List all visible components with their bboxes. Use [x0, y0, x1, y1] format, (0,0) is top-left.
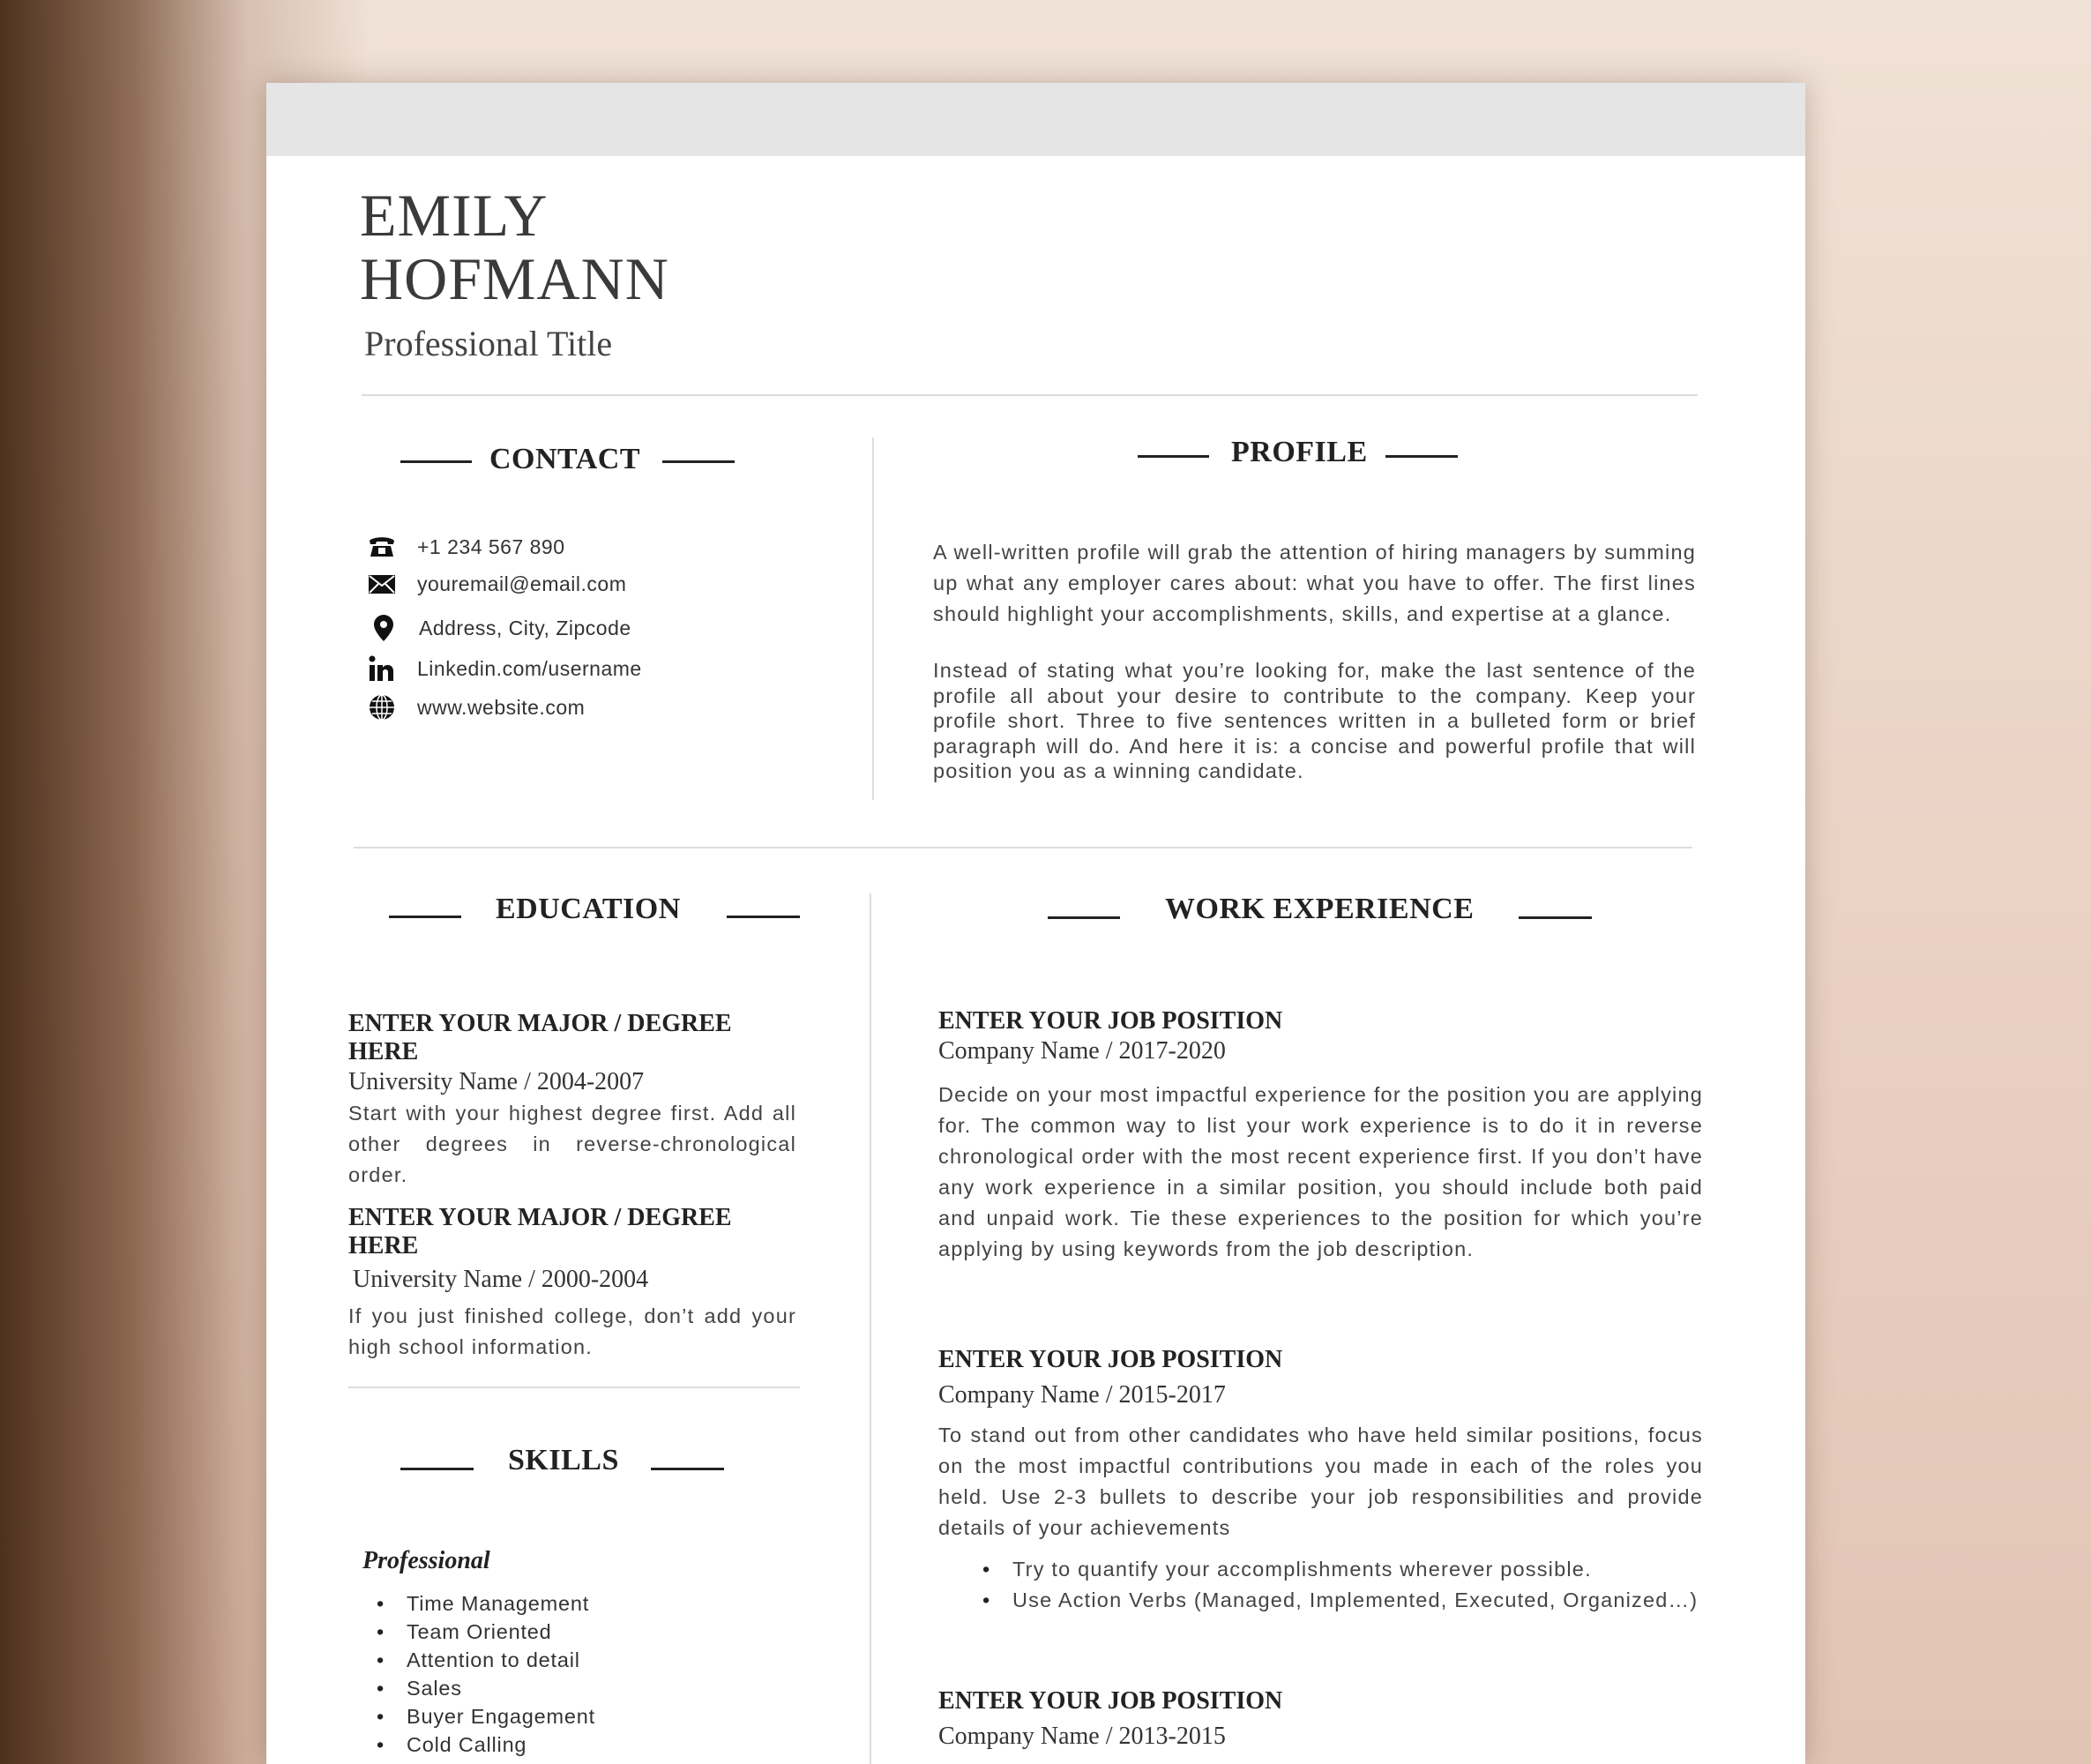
- skills-heading: SKILLS: [508, 1444, 619, 1476]
- skills-list: [407, 1589, 595, 1759]
- profile-heading: PROFILE: [1231, 436, 1368, 468]
- candidate-name: [360, 183, 669, 310]
- job-description: Decide on your most impactful experience for the position you are applying for. The common way to list your work experience is to do it in reverse chronological order with the most recent experience first. If you don’t have any work experience in a similar position, you should include both paid and unpaid work. Tie these experiences to the position for which you’re applying by using keywords from the job description.: [938, 1083, 1703, 1260]
- first-name: EMILY: [360, 182, 549, 249]
- job-bullet: • Use Action Verbs (Managed, Implemented, Executed, Organized…): [1012, 1585, 1703, 1616]
- last-name: HOFMANN: [360, 245, 669, 312]
- skill-item: • Time Management: [407, 1589, 595, 1618]
- envelope-icon: [368, 570, 396, 598]
- heading-rule: [651, 1468, 724, 1470]
- heading-rule: [727, 916, 800, 918]
- job-entry: [938, 1687, 1703, 1751]
- phone-text: +1 234 567 890: [417, 534, 565, 558]
- work-heading: WORK EXPERIENCE: [1165, 893, 1475, 925]
- divider: [870, 893, 871, 1764]
- school-name: University Name / 2000-2004: [353, 1266, 649, 1293]
- globe-icon: [368, 693, 396, 721]
- heading-rule: [400, 1468, 474, 1470]
- divider: [348, 1387, 800, 1388]
- school-name: University Name / 2004-2007: [348, 1068, 645, 1095]
- contact-heading: CONTACT: [489, 443, 640, 475]
- education-description: If you just finished college, don’t add your high school information.: [348, 1304, 796, 1358]
- education-heading: EDUCATION: [496, 893, 681, 925]
- profile-paragraph-2: Instead of stating what you’re looking for, make the last sentence of the profile all about your desire to contribute to the company. Keep your profile short. Three to five sentences written in a bulleted form or brief paragraph will do. And here it is: a concise and powerful profile that will position you as a winning candidate.: [933, 659, 1696, 782]
- divider: [872, 437, 874, 800]
- skill-item: • Sales: [407, 1674, 595, 1702]
- job-position: ENTER YOUR JOB POSITION: [938, 1346, 1283, 1373]
- job-position: ENTER YOUR JOB POSITION: [938, 1007, 1283, 1035]
- heading-rule: [1048, 916, 1120, 919]
- resume-page: [266, 83, 1805, 1764]
- skill-item: • Team Oriented: [407, 1618, 595, 1646]
- contact-linkedin[interactable]: [368, 654, 642, 683]
- location-pin-icon: [370, 614, 398, 642]
- job-bullets: [1012, 1554, 1703, 1616]
- heading-rule: [389, 916, 461, 918]
- job-bullet: • Try to quantify your accomplishments wherever possible.: [1012, 1554, 1703, 1585]
- divider: [362, 394, 1698, 396]
- company-name: Company Name / 2013-2015: [938, 1723, 1226, 1750]
- heading-rule: [1385, 455, 1458, 458]
- company-name: Company Name / 2017-2020: [938, 1037, 1226, 1065]
- linkedin-text: Linkedin.com/username: [417, 656, 642, 680]
- address-text: Address, City, Zipcode: [419, 616, 631, 639]
- education-entry: [348, 1204, 796, 1363]
- skill-item: • Buyer Engagement: [407, 1702, 595, 1730]
- heading-rule: [1138, 455, 1209, 458]
- job-position: ENTER YOUR JOB POSITION: [938, 1687, 1283, 1715]
- contact-website[interactable]: [368, 693, 585, 721]
- company-name: Company Name / 2015-2017: [938, 1381, 1226, 1409]
- heading-rule: [662, 460, 735, 463]
- phone-icon: [368, 533, 396, 561]
- header-band: [266, 83, 1805, 156]
- skill-item: • Attention to detail: [407, 1646, 595, 1674]
- contact-email[interactable]: [368, 570, 626, 598]
- contact-address: [370, 614, 631, 642]
- divider: [354, 847, 1692, 848]
- professional-title: Professional Title: [364, 324, 613, 363]
- degree-title: ENTER YOUR MAJOR / DEGREE HERE: [348, 1010, 732, 1065]
- job-entry: [938, 1346, 1703, 1616]
- degree-title: ENTER YOUR MAJOR / DEGREE HERE: [348, 1204, 732, 1259]
- education-description: Start with your highest degree first. Add all other degrees in reverse-chronological order.: [348, 1102, 796, 1186]
- job-entry: [938, 1007, 1703, 1265]
- education-entry: [348, 1010, 796, 1191]
- email-text: youremail@email.com: [417, 572, 627, 595]
- skills-category: Professional: [362, 1547, 490, 1574]
- contact-phone[interactable]: [368, 533, 565, 561]
- heading-rule: [400, 460, 472, 463]
- profile-paragraph-1: A well-written profile will grab the attention of hiring managers by summing up what any employer cares about: what you have to offer. The first lines should highlight your accomplishments, skills, and expertise at a glance.: [933, 541, 1696, 625]
- linkedin-icon: [368, 654, 396, 683]
- website-text: www.website.com: [417, 695, 586, 719]
- heading-rule: [1519, 916, 1592, 919]
- job-description: To stand out from other candidates who have held similar positions, focus on the most impactful contributions you made in each of the roles you held. Use 2-3 bullets to describe your job responsibilities and provide details of your achievements: [938, 1424, 1703, 1539]
- skill-item: • Cold Calling: [407, 1730, 595, 1759]
